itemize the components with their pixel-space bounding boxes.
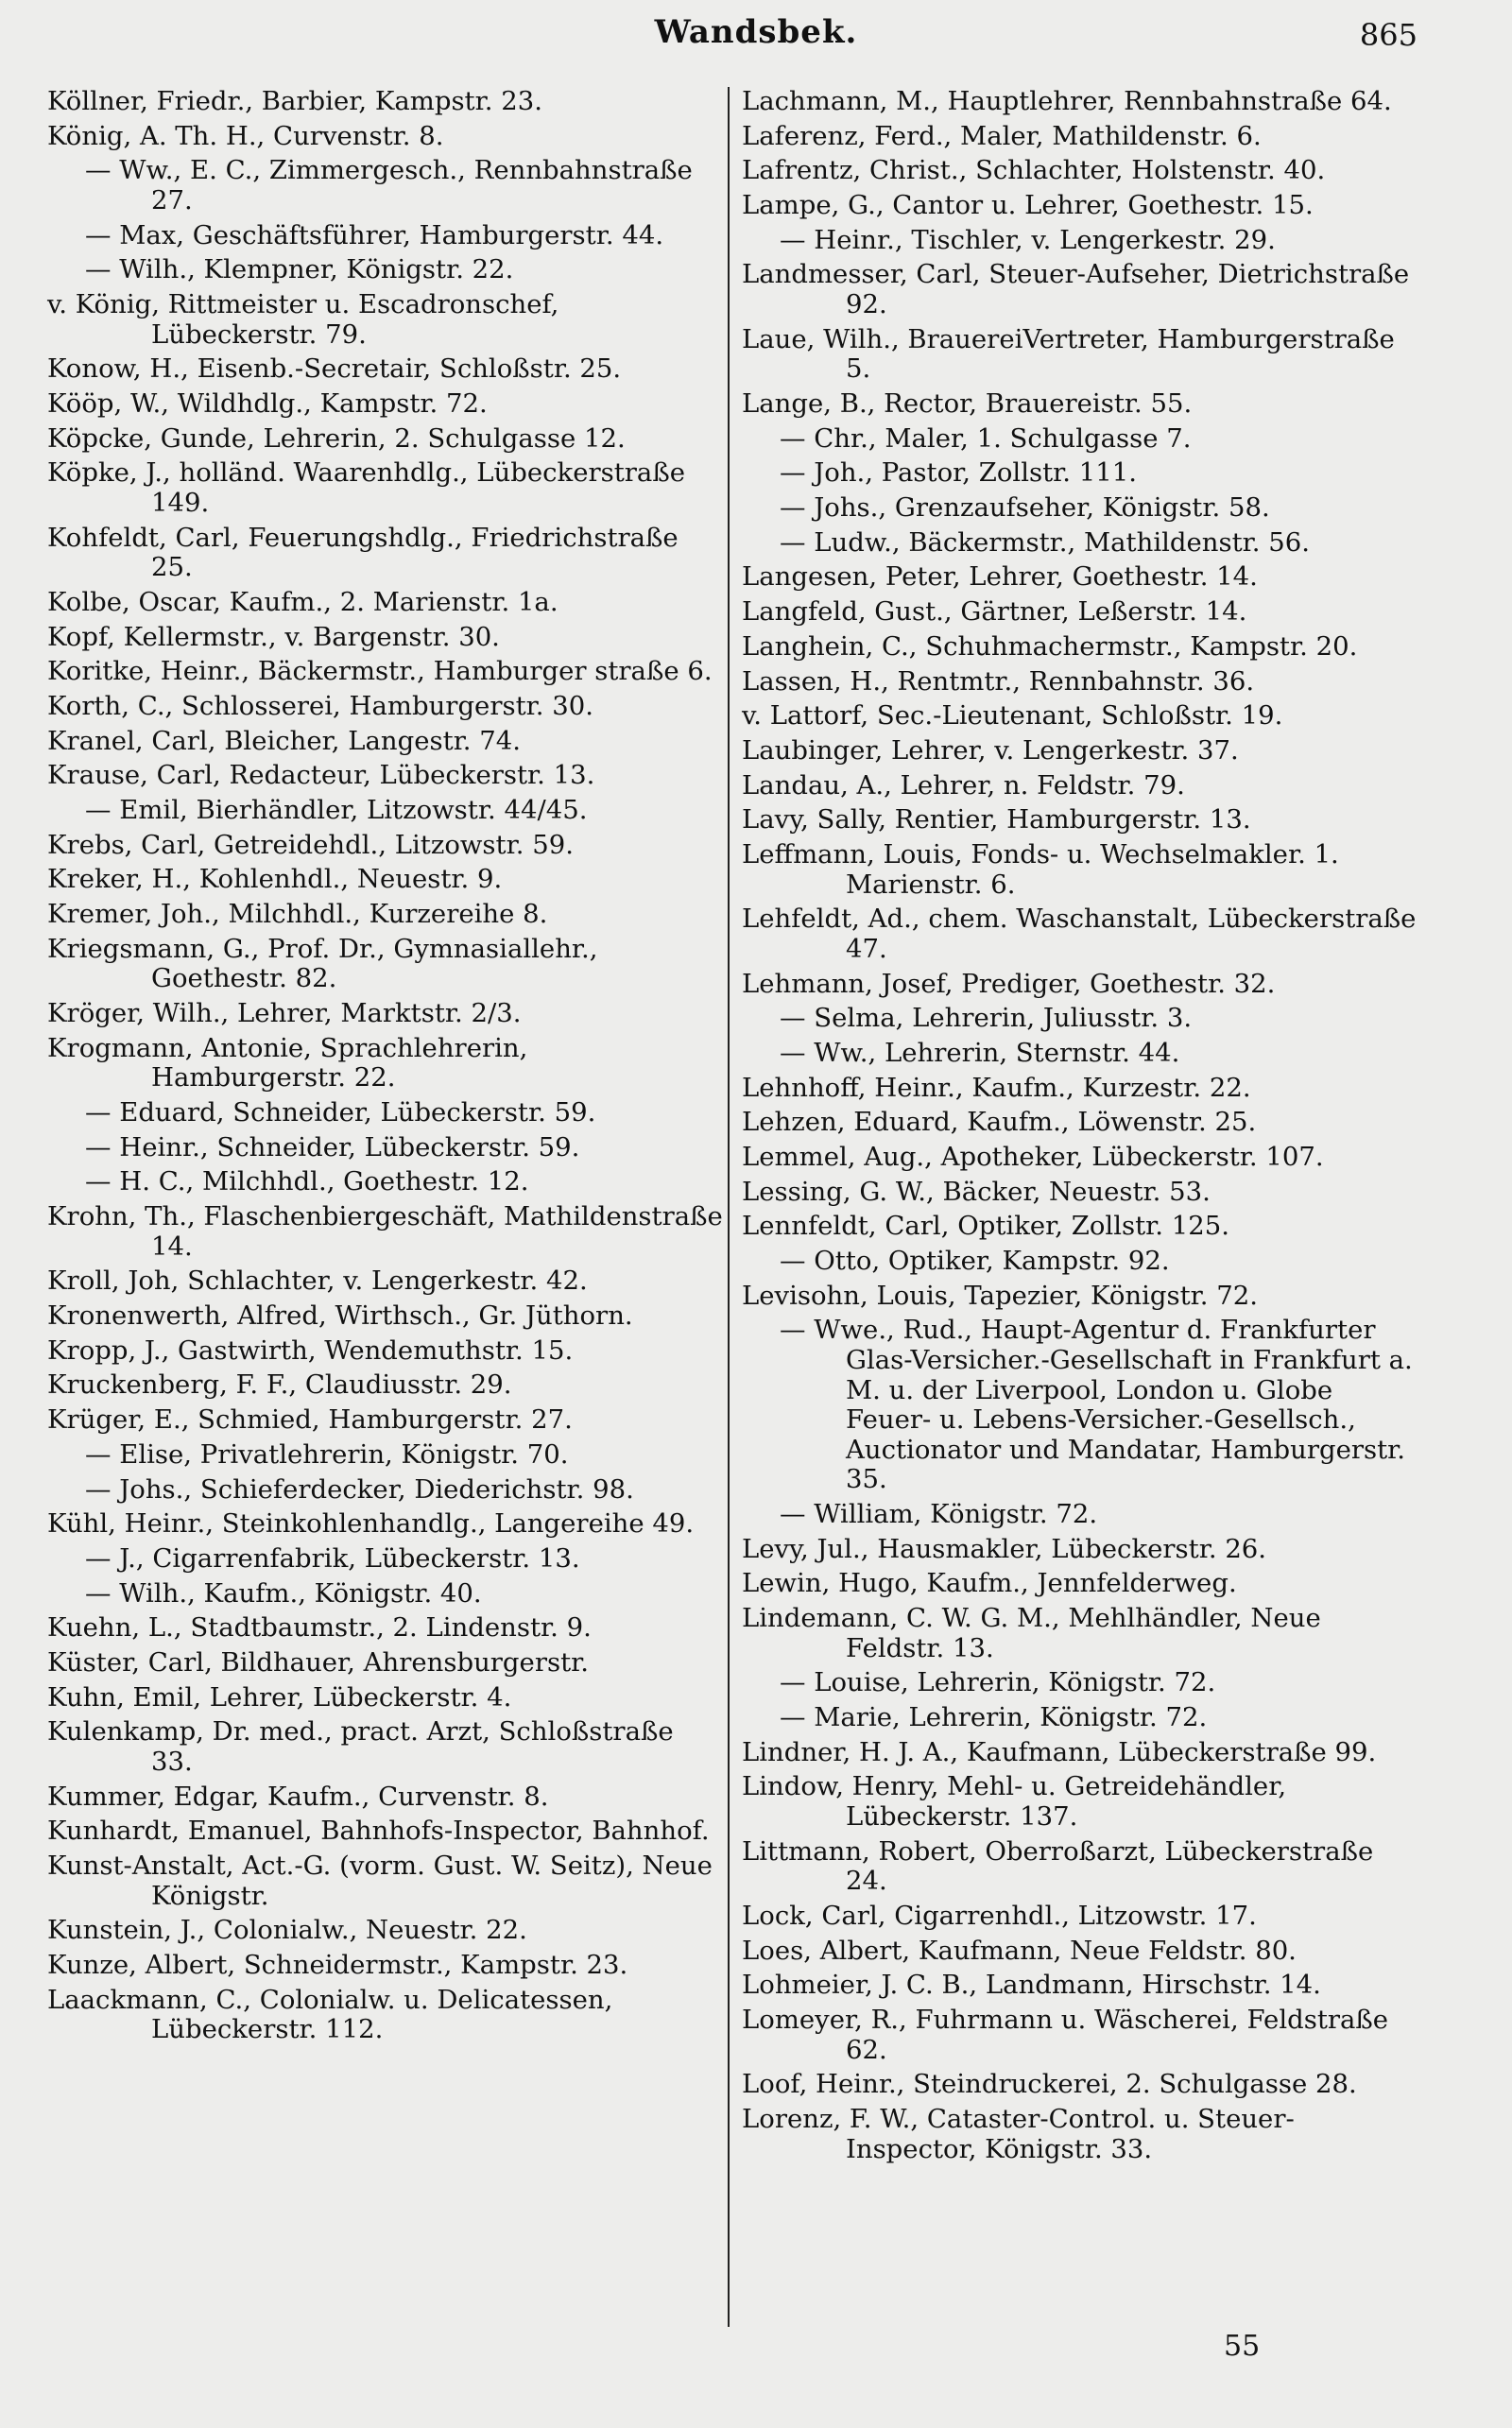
directory-entry: Lorenz, F. W., Cataster-Control. u. Steuer-Inspector, Königstr. 33.: [742, 2104, 1295, 2164]
directory-entry: Lafrentz, Christ., Schlachter, Holstenstr. 40.: [742, 155, 1326, 186]
directory-entry: Kranel, Carl, Bleicher, Langestr. 74.: [47, 725, 522, 756]
directory-entry: — Otto, Optiker, Kampstr. 92.: [780, 1246, 1170, 1276]
directory-entry: v. Lattorf, Sec.-Lieutenant, Schloßstr. 19.: [742, 700, 1283, 732]
directory-entry: Koritke, Heinr., Bäckermstr., Hamburger straße 6.: [47, 656, 713, 687]
directory-entry: Levy, Jul., Hausmakler, Lübeckerstr. 26.: [742, 1533, 1267, 1564]
directory-entry: — Selma, Lehrerin, Juliusstr. 3.: [780, 1003, 1193, 1034]
directory-entry: — Heinr., Tischler, v. Lengerkestr. 29.: [780, 224, 1276, 255]
left-column: [47, 87, 723, 2050]
directory-entry: Lange, B., Rector, Brauereistr. 55.: [742, 388, 1193, 419]
directory-entry: König, A. Th. H., Curvenstr. 8.: [47, 120, 444, 151]
directory-entry: Kööp, W., Wildhdlg., Kampstr. 72.: [47, 388, 488, 419]
directory-entry: Kuhn, Emil, Lehrer, Lübeckerstr. 4.: [47, 1681, 512, 1713]
directory-entry: Lampe, G., Cantor u. Lehrer, Goethestr. 15.: [742, 190, 1314, 221]
directory-entry: — Elise, Privatlehrerin, Königstr. 70.: [85, 1438, 569, 1470]
directory-entry: Kunst-Anstalt, Act.-G. (vorm. Gust. W. Seitz), Neue Königstr.: [47, 1851, 713, 1911]
directory-entry: Lindner, H. J. A., Kaufmann, Lübeckerstraße 99.: [742, 1736, 1377, 1767]
directory-entry: Loof, Heinr., Steindruckerei, 2. Schulgasse 28.: [742, 2069, 1357, 2100]
directory-entry: Lachmann, M., Hauptlehrer, Rennbahnstraße 64.: [742, 86, 1392, 116]
directory-entry: Lehfeldt, Ad., chem. Waschanstalt, Lübeckerstraße 47.: [742, 904, 1417, 964]
directory-entry: Küster, Carl, Bildhauer, Ahrensburgerstr.: [47, 1646, 589, 1678]
directory-entry: Landmesser, Carl, Steuer-Aufseher, Dietrichstraße 92.: [742, 259, 1410, 320]
directory-entry: Lennfeldt, Carl, Optiker, Zollstr. 125.: [742, 1211, 1230, 1242]
directory-entry: Kröger, Wilh., Lehrer, Marktstr. 2/3.: [47, 998, 522, 1029]
directory-entry: Kolbe, Oscar, Kaufm., 2. Marienstr. 1a.: [47, 586, 558, 617]
directory-entry: Littmann, Robert, Oberroßarzt, Lübeckerstraße 24.: [742, 1835, 1374, 1897]
directory-entry: Lehnhoff, Heinr., Kaufm., Kurzestr. 22.: [742, 1072, 1251, 1103]
directory-entry: Krebs, Carl, Getreidehdl., Litzowstr. 59.: [47, 829, 574, 860]
directory-entry: — Johs., Grenzaufseher, Königstr. 58.: [780, 492, 1270, 524]
directory-entry: — Joh., Pastor, Zollstr. 111.: [780, 457, 1138, 489]
directory-entry: — Eduard, Schneider, Lübeckerstr. 59.: [85, 1097, 596, 1128]
directory-entry: Korth, C., Schlosserei, Hamburgerstr. 30.: [47, 691, 593, 721]
directory-entry: Lewin, Hugo, Kaufm., Jennfelderweg.: [742, 1568, 1237, 1599]
directory-entry: — Ww., E. C., Zimmergesch., Rennbahnstraße 27.: [85, 155, 693, 215]
directory-entry: Levisohn, Louis, Tapezier, Königstr. 72.: [742, 1280, 1258, 1311]
directory-entry: Lindemann, C. W. G. M., Mehlhändler, Neue Feldstr. 13.: [742, 1603, 1321, 1663]
directory-entry: Lassen, H., Rentmtr., Rennbahnstr. 36.: [742, 665, 1255, 697]
directory-entry: Laue, Wilh., BrauereiVertreter, Hamburgerstraße 5.: [742, 323, 1395, 385]
directory-entry: Langfeld, Gust., Gärtner, Leßerstr. 14.: [742, 596, 1247, 628]
directory-entry: Lindow, Henry, Mehl- u. Getreidehändler, Lübeckerstr. 137.: [742, 1771, 1287, 1833]
directory-entry: Kroll, Joh, Schlachter, v. Lengerkestr. 42.: [47, 1266, 588, 1297]
directory-entry: v. König, Rittmeister u. Escadronschef, Lübeckerstr. 79.: [47, 289, 559, 350]
directory-entry: — J., Cigarrenfabrik, Lübeckerstr. 13.: [85, 1542, 580, 1574]
directory-entry: — Ludw., Bäckermstr., Mathildenstr. 56.: [780, 526, 1310, 558]
right-column: [742, 87, 1418, 2169]
directory-entry: Kremer, Joh., Milchhdl., Kurzereihe 8.: [47, 899, 548, 930]
directory-entry: Köpcke, Gunde, Lehrerin, 2. Schulgasse 12.: [47, 422, 626, 454]
directory-entry: Kronenwerth, Alfred, Wirthsch., Gr. Jüthorn.: [47, 1300, 633, 1332]
directory-entry: Kropp, J., Gastwirth, Wendemuthstr. 15.: [47, 1335, 574, 1366]
directory-entry: Laackmann, C., Colonialw. u. Delicatessen, Lübeckerstr. 112.: [47, 1984, 613, 2045]
directory-entry: Kunstein, J., Colonialw., Neuestr. 22.: [47, 1915, 527, 1946]
directory-entry: Leffmann, Louis, Fonds- u. Wechselmakler. 1. Marienstr. 6.: [742, 838, 1339, 900]
directory-entry: Lessing, G. W., Bäcker, Neuestr. 53.: [742, 1176, 1211, 1207]
signature-mark: 55: [1224, 2330, 1261, 2363]
directory-entry: — H. C., Milchhdl., Goethestr. 12.: [85, 1166, 529, 1197]
directory-entry: — Emil, Bierhändler, Litzowstr. 44/45.: [85, 795, 588, 826]
directory-entry: Kunze, Albert, Schneidermstr., Kampstr. 23.: [47, 1949, 628, 1980]
directory-entry: Kopf, Kellermstr., v. Bargenstr. 30.: [47, 621, 500, 652]
directory-entry: Loes, Albert, Kaufmann, Neue Feldstr. 80.: [742, 1935, 1297, 1966]
directory-entry: Kruckenberg, F. F., Claudiusstr. 29.: [47, 1369, 512, 1401]
directory-entry: — Johs., Schieferdecker, Diederichstr. 98.: [85, 1473, 634, 1505]
directory-entry: Langesen, Peter, Lehrer, Goethestr. 14.: [742, 561, 1258, 593]
directory-entry: Landau, A., Lehrer, n. Feldstr. 79.: [742, 769, 1185, 801]
directory-entry: Kummer, Edgar, Kaufm., Curvenstr. 8.: [47, 1781, 549, 1812]
directory-entry: Lehmann, Josef, Prediger, Goethestr. 32.: [742, 968, 1276, 999]
directory-entry: Lock, Carl, Cigarrenhdl., Litzowstr. 17.: [742, 1901, 1257, 1931]
directory-entry: — Heinr., Schneider, Lübeckerstr. 59.: [85, 1131, 580, 1162]
directory-entry: — Wilh., Kaufm., Königstr. 40.: [85, 1577, 482, 1609]
directory-entry: Kulenkamp, Dr. med., pract. Arzt, Schloßstraße 33.: [47, 1716, 674, 1777]
directory-entry: Laubinger, Lehrer, v. Lengerkestr. 37.: [742, 734, 1239, 766]
directory-entry: Lomeyer, R., Fuhrmann u. Wäscherei, Feldstraße 62.: [742, 2005, 1389, 2065]
directory-entry: Kühl, Heinr., Steinkohlenhandlg., Langereihe 49.: [47, 1508, 695, 1540]
page-number: 865: [1359, 17, 1418, 53]
directory-entry: Köllner, Friedr., Barbier, Kampstr. 23.: [47, 86, 542, 116]
directory-entry: Kreker, H., Kohlenhdl., Neuestr. 9.: [47, 864, 503, 895]
directory-entry: Lehzen, Eduard, Kaufm., Löwenstr. 25.: [742, 1107, 1257, 1138]
directory-entry: Lohmeier, J. C. B., Landmann, Hirschstr. 14.: [742, 1970, 1321, 2001]
directory-entry: Kohfeldt, Carl, Feuerungshdlg., Friedrichstraße 25.: [47, 522, 679, 583]
column-divider: [728, 87, 730, 2327]
directory-entry: — Wilh., Klempner, Königstr. 22.: [85, 254, 514, 285]
directory-entry: Krogmann, Antonie, Sprachlehrerin, Hamburgerstr. 22.: [47, 1032, 528, 1093]
directory-entry: Krohn, Th., Flaschenbiergeschäft, Mathildenstraße 14.: [47, 1201, 723, 1262]
directory-entry: Langhein, C., Schuhmachermstr., Kampstr. 20.: [742, 630, 1358, 662]
directory-entry: Köpke, J., holländ. Waarenhdlg., Lübeckerstraße 149.: [47, 457, 685, 518]
directory-entry: — Max, Geschäftsführer, Hamburgerstr. 44.: [85, 219, 664, 250]
directory-entry: Kunhardt, Emanuel, Bahnhofs-Inspector, Bahnhof.: [47, 1816, 710, 1847]
directory-entry: Krüger, E., Schmied, Hamburgerstr. 27.: [47, 1404, 573, 1436]
directory-entry: Krause, Carl, Redacteur, Lübeckerstr. 13.: [47, 760, 595, 791]
directory-entry: Kriegsmann, G., Prof. Dr., Gymnasiallehr., Goethestr. 82.: [47, 933, 598, 994]
page-title: Wandsbek.: [654, 13, 858, 51]
directory-entry: Konow, H., Eisenb.-Secretair, Schloßstr. 25.: [47, 353, 622, 385]
directory-entry: — Marie, Lehrerin, Königstr. 72.: [780, 1702, 1208, 1733]
directory-entry: — William, Königstr. 72.: [780, 1499, 1098, 1530]
directory-entry: — Ww., Lehrerin, Sternstr. 44.: [780, 1037, 1180, 1068]
directory-entry: — Chr., Maler, 1. Schulgasse 7.: [780, 422, 1192, 454]
directory-entry: — Wwe., Rud., Haupt-Agentur d. Frankfurter Glas-Versicher.-Gesellschaft in Frankfurt a. M. u. der Liverpool, London u. Globe Feuer- u. Lebens-Versicher.-Gesellsch., Auctionator und Mandatar, Hamburgerstr. 35.: [780, 1315, 1413, 1495]
directory-entry: — Louise, Lehrerin, Königstr. 72.: [780, 1667, 1216, 1698]
directory-entry: Kuehn, L., Stadtbaumstr., 2. Lindenstr. 9.: [47, 1612, 592, 1644]
directory-entry: Lemmel, Aug., Apotheker, Lübeckerstr. 107.: [742, 1141, 1324, 1172]
directory-entry: Lavy, Sally, Rentier, Hamburgerstr. 13.: [742, 804, 1251, 835]
directory-entry: Laferenz, Ferd., Maler, Mathildenstr. 6.: [742, 120, 1262, 151]
